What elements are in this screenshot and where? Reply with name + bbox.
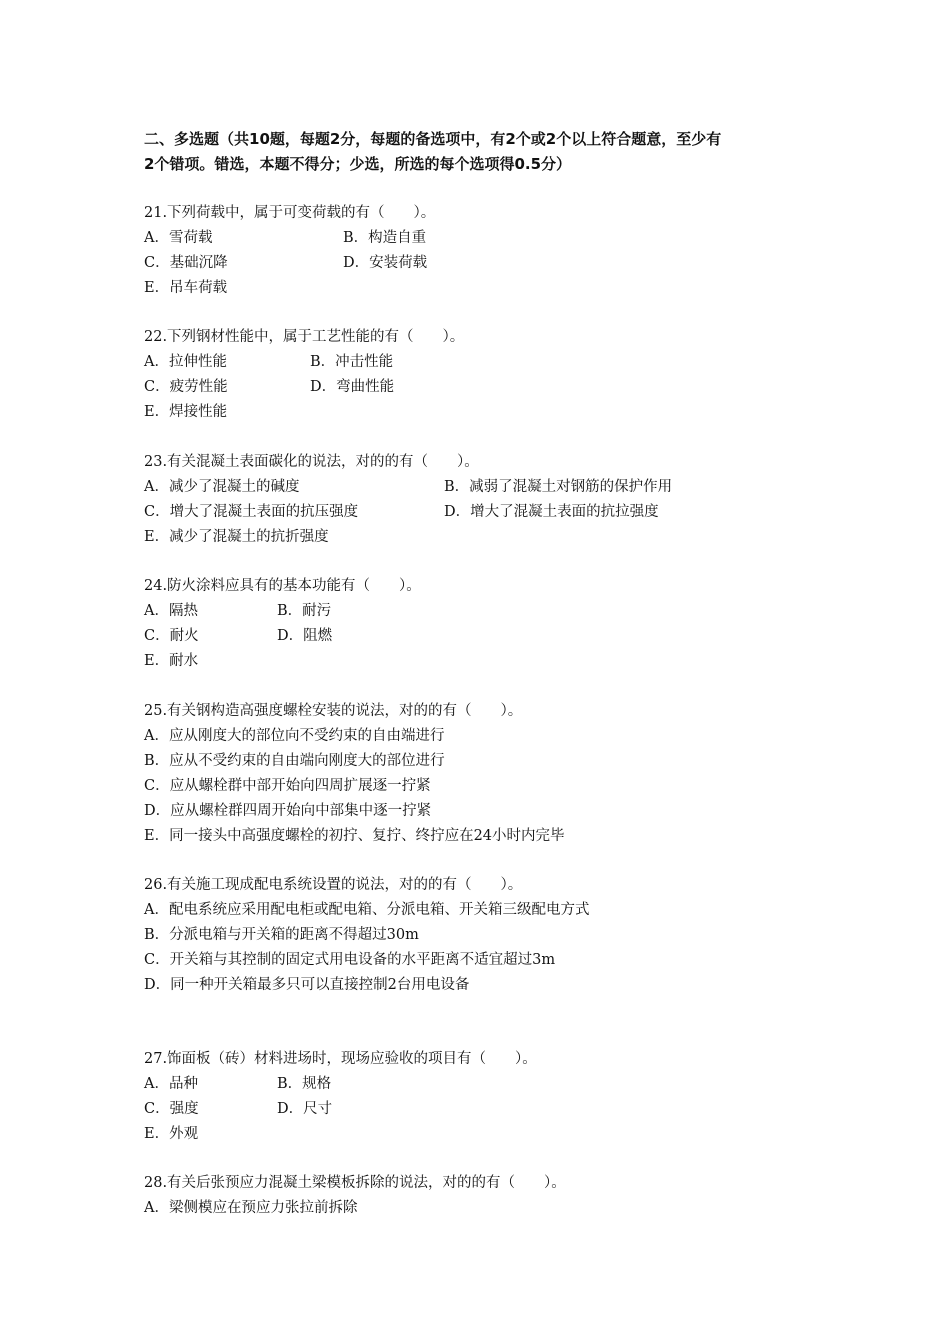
option-c: C．强度 <box>144 1101 199 1117</box>
option-b: B．减弱了混凝土对钢筋的保护作用 <box>444 479 673 495</box>
option-d: D．同一种开关箱最多只可以直接控制2台用电设备 <box>144 977 470 993</box>
question-26 <box>144 873 589 998</box>
option-e: E．耐水 <box>144 653 199 669</box>
option-b: B．应从不受约束的自由端向刚度大的部位进行 <box>144 753 445 769</box>
question-23 <box>144 450 672 550</box>
option-e: E．焊接性能 <box>144 404 228 420</box>
question-25 <box>144 699 565 849</box>
option-a: A．梁侧模应在预应力张拉前拆除 <box>144 1200 358 1216</box>
question-24 <box>144 574 421 674</box>
question-stem: 27.饰面板（砖）材料进场时，现场应验收的项目有（ ）。 <box>144 1051 537 1067</box>
option-e: E．外观 <box>144 1126 199 1142</box>
option-c: C．耐火 <box>144 628 199 644</box>
option-d: D．安装荷载 <box>343 255 428 271</box>
option-c: C．疲劳性能 <box>144 379 228 395</box>
question-stem: 26.有关施工现成配电系统设置的说法，对的的有（ ）。 <box>144 877 523 893</box>
option-b: B．冲击性能 <box>310 354 394 370</box>
option-a: A．雪荷载 <box>144 230 213 246</box>
question-21 <box>144 201 435 301</box>
option-a: A．拉伸性能 <box>144 354 227 370</box>
option-e: E．减少了混凝土的抗折强度 <box>144 529 329 545</box>
option-b: B．分派电箱与开关箱的距离不得超过30m <box>144 927 419 943</box>
question-22 <box>144 325 464 425</box>
option-d: D．阻燃 <box>277 628 333 644</box>
option-c: C．基础沉降 <box>144 255 228 271</box>
option-d: D．应从螺栓群四周开始向中部集中逐一拧紧 <box>144 803 432 819</box>
option-a: A．应从刚度大的部位向不受约束的自由端进行 <box>144 728 445 744</box>
section-heading-line-1: 二、多选题（共10题，每题2分，每题的备选项中，有2个或2个以上符合题意，至少有 <box>144 130 722 148</box>
question-stem: 24.防火涂料应具有的基本功能有（ ）。 <box>144 578 421 594</box>
option-c: C．增大了混凝土表面的抗压强度 <box>144 504 359 520</box>
question-stem: 28.有关后张预应力混凝土梁模板拆除的说法，对的的有（ ）。 <box>144 1175 566 1191</box>
option-d: D．尺寸 <box>277 1101 333 1117</box>
option-e: E．同一接头中高强度螺栓的初拧、复拧、终拧应在24小时内完毕 <box>144 828 565 844</box>
option-d: D．弯曲性能 <box>310 379 395 395</box>
option-d: D．增大了混凝土表面的抗拉强度 <box>444 504 659 520</box>
option-b: B．规格 <box>277 1076 332 1092</box>
option-e: E．吊车荷载 <box>144 280 228 296</box>
option-a: A．减少了混凝土的碱度 <box>144 479 300 495</box>
option-a: A．配电系统应采用配电柜或配电箱、分派电箱、开关箱三级配电方式 <box>144 902 590 918</box>
question-stem: 25.有关钢构造高强度螺栓安装的说法，对的的有（ ）。 <box>144 703 523 719</box>
question-stem: 23.有关混凝土表面碳化的说法，对的的有（ ）。 <box>144 454 479 470</box>
question-stem: 21.下列荷载中，属于可变荷载的有（ ）。 <box>144 205 436 221</box>
section-heading <box>144 127 824 177</box>
section-heading-line-2: 2个错项。错选，本题不得分；少选，所选的每个选项得0.5分） <box>144 155 572 173</box>
question-27 <box>144 1047 537 1147</box>
option-b: B．构造自重 <box>343 230 427 246</box>
question-stem: 22.下列钢材性能中，属于工艺性能的有（ ）。 <box>144 329 465 345</box>
option-a: A．品种 <box>144 1076 198 1092</box>
option-c: C．应从螺栓群中部开始向四周扩展逐一拧紧 <box>144 778 431 794</box>
option-b: B．耐污 <box>277 603 332 619</box>
option-a: A．隔热 <box>144 603 198 619</box>
question-28 <box>144 1171 566 1221</box>
option-c: C．开关箱与其控制的固定式用电设备的水平距离不适宜超过3m <box>144 952 556 968</box>
